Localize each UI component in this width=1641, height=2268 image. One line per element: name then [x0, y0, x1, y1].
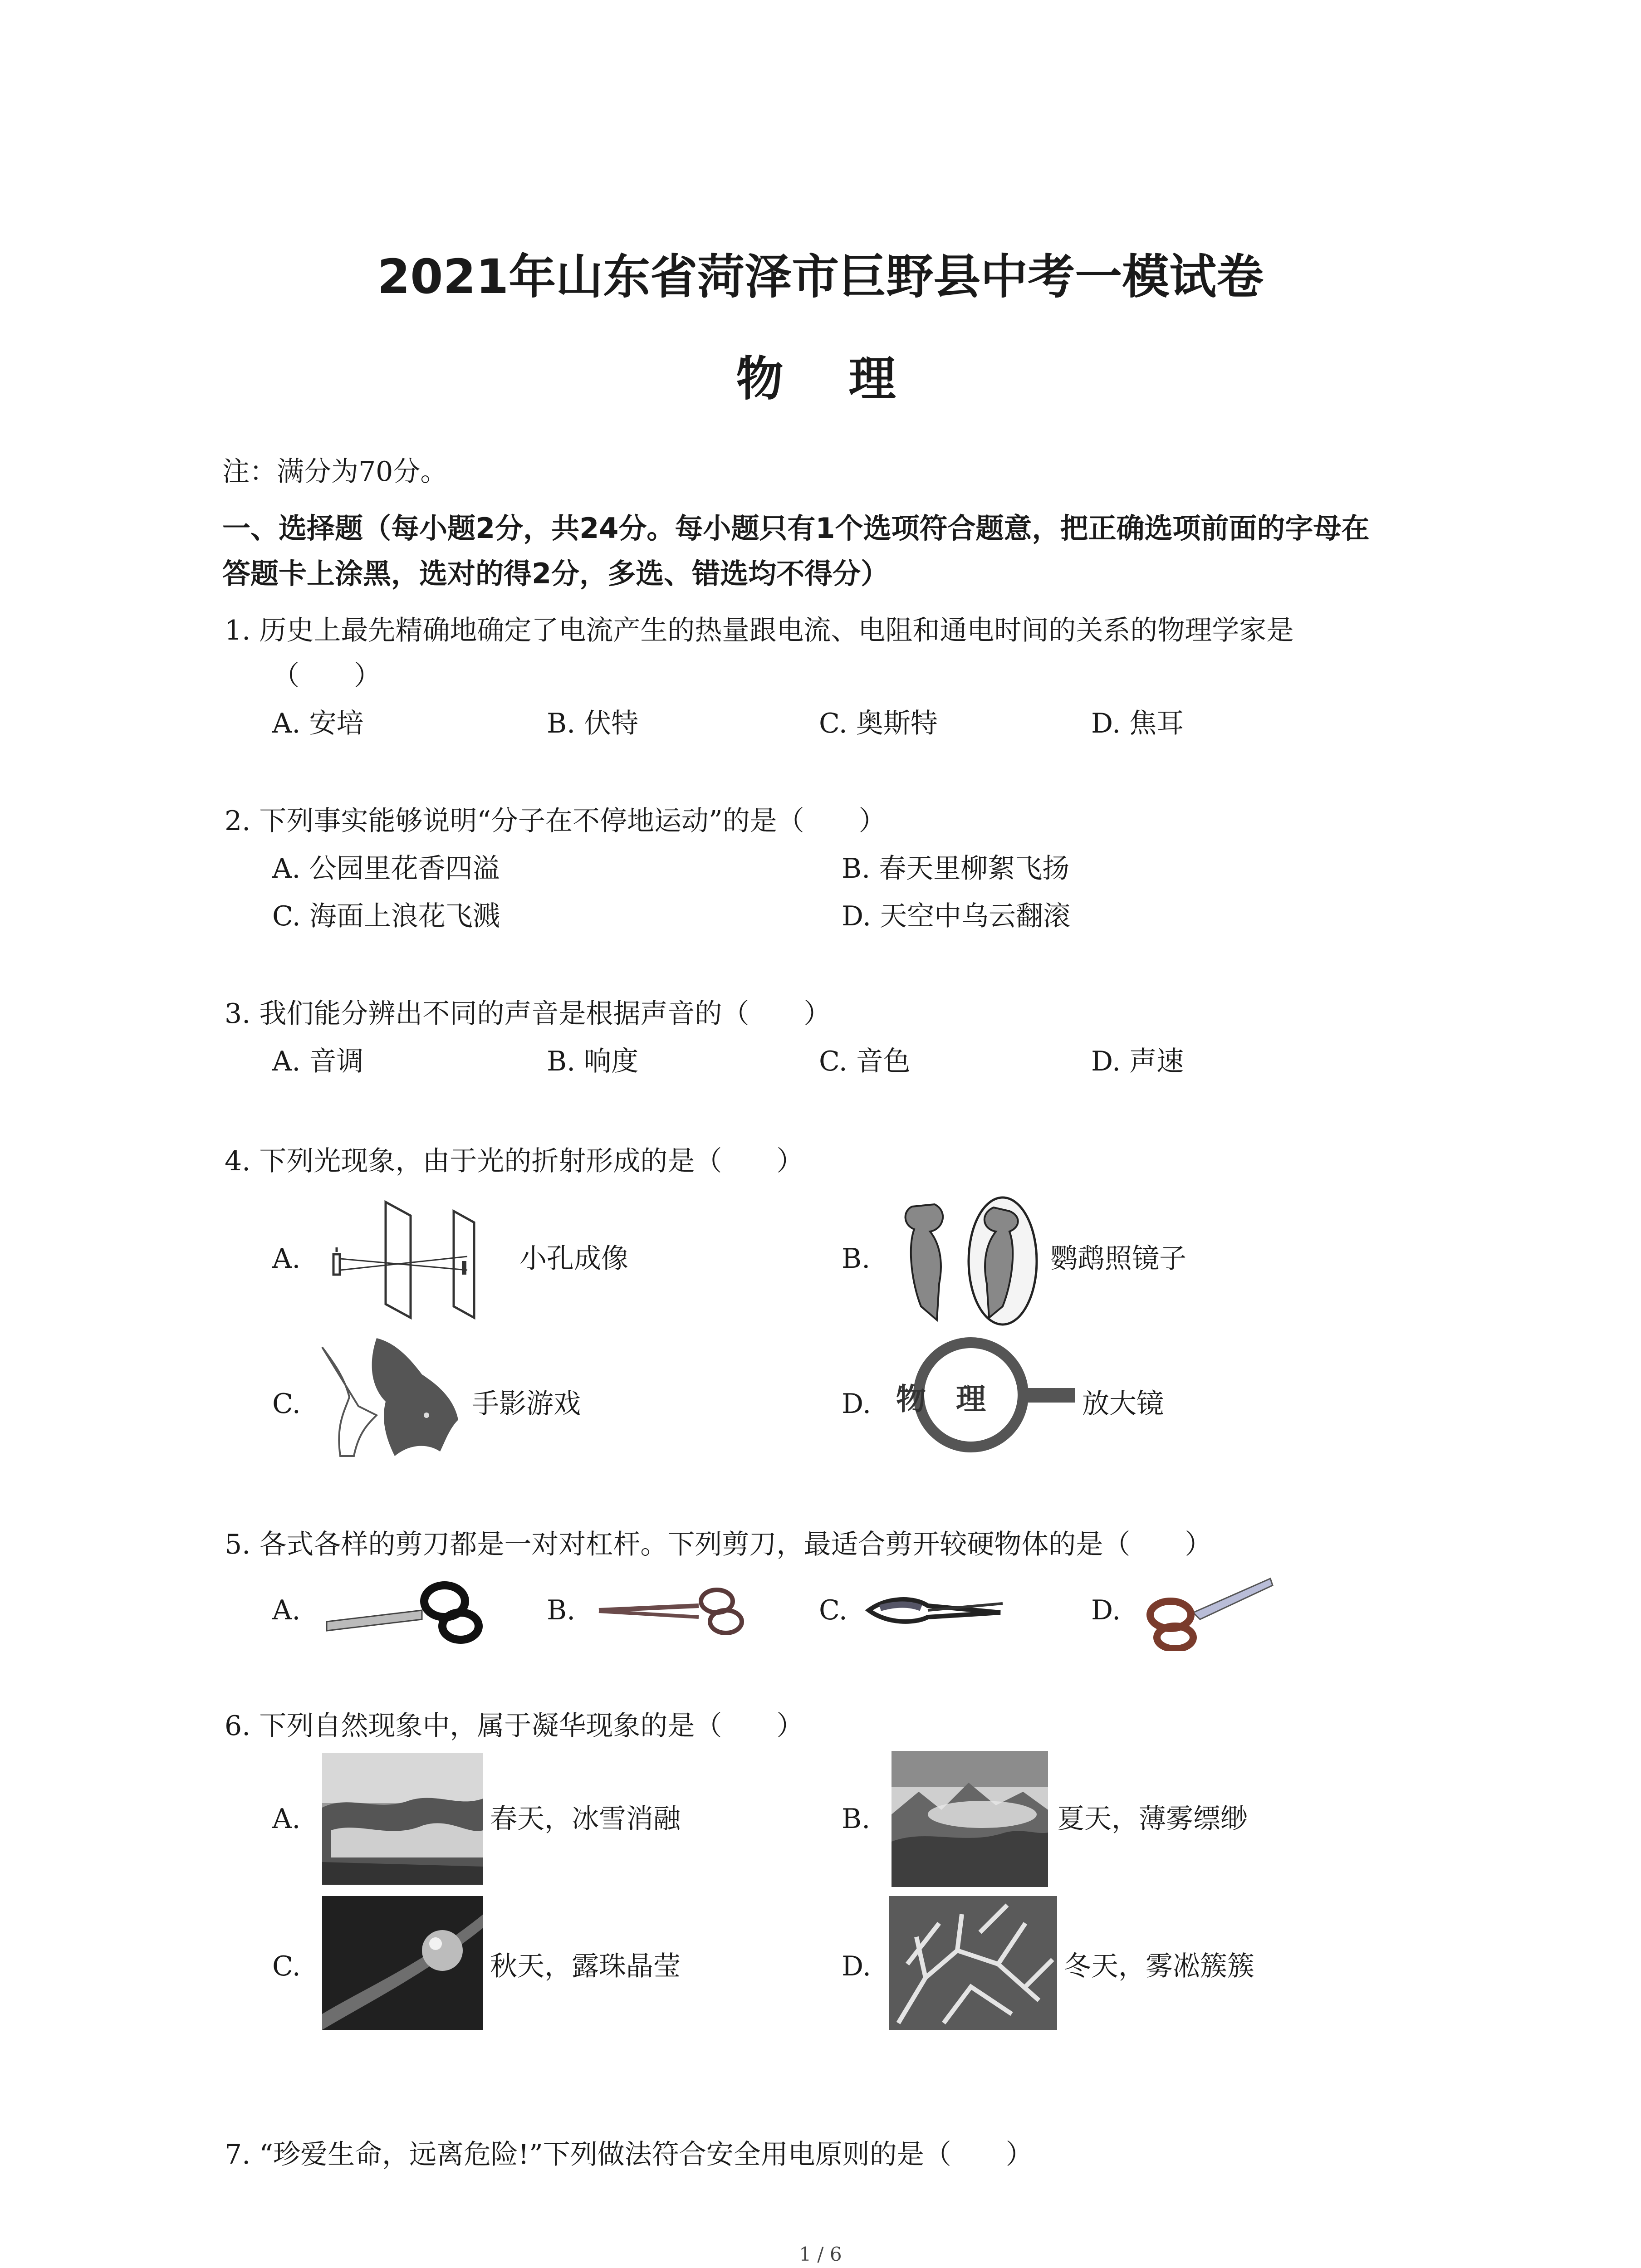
score-note: 注：满分为70分。 [222, 456, 448, 488]
q5-option-a-letter[interactable]: A. [272, 1594, 301, 1626]
q3-option-c[interactable]: C. 音色 [819, 1046, 911, 1077]
q6-caption-b: 夏天，薄雾缥缈 [1057, 1803, 1248, 1835]
q1-option-b[interactable]: B. 伏特 [547, 708, 639, 739]
q1-option-a[interactable]: A. 安培 [272, 708, 364, 739]
subject-title: 物 理 [736, 351, 905, 406]
section-heading-line1: 一、选择题（每小题2分，共24分。每小题只有1个选项符合题意，把正确选项前面的字母在 [222, 512, 1370, 545]
pinhole-camera-figure [318, 1198, 513, 1320]
scissors-c-figure [864, 1579, 1009, 1642]
hand-shadow-figure [318, 1329, 472, 1461]
q6-stem: 6. 下列自然现象中，属于凝华现象的是（ ） [225, 1710, 804, 1742]
q4-stem: 4. 下列光现象，由于光的折射形成的是（ ） [225, 1145, 804, 1177]
rime-ice-photo [889, 1896, 1057, 2030]
melting-ice-photo [322, 1753, 483, 1885]
q1-option-d[interactable]: D. 焦耳 [1091, 708, 1184, 739]
q5-option-c-letter[interactable]: C. [819, 1594, 847, 1626]
q6-caption-d: 冬天，雾凇簇簇 [1064, 1950, 1254, 1982]
q7-stem: 7. “珍爱生命，远离危险!”下列做法符合安全用电原则的是（ ） [225, 2139, 1033, 2170]
q4-caption-b: 鹦鹉照镜子 [1050, 1243, 1186, 1275]
magnifier-text: 物 理 [896, 1382, 986, 1417]
q3-option-a[interactable]: A. 音调 [272, 1046, 364, 1077]
scissors-d-figure [1139, 1574, 1275, 1651]
q2-option-d[interactable]: D. 天空中乌云翻滚 [842, 900, 1071, 932]
q2-option-a[interactable]: A. 公园里花香四溢 [272, 853, 500, 885]
q5-stem: 5. 各式各样的剪刀都是一对对杠杆。下列剪刀，最适合剪开较硬物体的是（ ） [225, 1529, 1212, 1560]
q4-option-a-letter[interactable]: A. [272, 1243, 301, 1275]
scissors-b-figure [594, 1583, 749, 1637]
q1-answer-paren: （ ） [272, 660, 381, 692]
page-number: 1 / 6 [799, 2243, 842, 2265]
q6-caption-a: 春天，冰雪消融 [490, 1803, 681, 1835]
q4-option-b-letter[interactable]: B. [842, 1243, 871, 1275]
q2-option-c[interactable]: C. 海面上浪花飞溅 [272, 900, 500, 932]
dewdrop-photo [322, 1896, 483, 2030]
section-heading-line2: 答题卡上涂黑，选对的得2分，多选、错选均不得分） [222, 557, 889, 590]
q5-option-d-letter[interactable]: D. [1091, 1594, 1121, 1626]
q4-option-d-letter[interactable]: D. [842, 1388, 872, 1420]
q3-stem: 3. 我们能分辨出不同的声音是根据声音的（ ） [225, 998, 831, 1030]
q1-stem: 1. 历史上最先精确地确定了电流产生的热量跟电流、电阻和通电时间的关系的物理学家是 [225, 615, 1294, 646]
q4-caption-d: 放大镜 [1082, 1388, 1164, 1420]
q6-option-c-letter[interactable]: C. [272, 1950, 301, 1982]
q6-option-a-letter[interactable]: A. [272, 1803, 301, 1835]
q6-option-b-letter[interactable]: B. [842, 1803, 871, 1835]
q2-option-b[interactable]: B. 春天里柳絮飞扬 [842, 853, 1070, 885]
q3-option-b[interactable]: B. 响度 [547, 1046, 639, 1077]
q5-option-b-letter[interactable]: B. [547, 1594, 576, 1626]
q4-caption-c: 手影游戏 [472, 1388, 581, 1420]
q2-stem: 2. 下列事实能够说明“分子在不停地运动”的是（ ） [225, 805, 886, 837]
q6-caption-c: 秋天，露珠晶莹 [490, 1950, 681, 1982]
q4-caption-a: 小孔成像 [519, 1243, 628, 1275]
mist-mountain-photo [892, 1751, 1048, 1887]
q1-option-c[interactable]: C. 奥斯特 [819, 708, 938, 739]
q6-option-d-letter[interactable]: D. [842, 1950, 872, 1982]
q4-option-c-letter[interactable]: C. [272, 1388, 301, 1420]
q3-option-d[interactable]: D. 声速 [1091, 1046, 1184, 1077]
scissors-a-figure [322, 1579, 485, 1647]
parrot-mirror-figure [894, 1193, 1043, 1329]
exam-title: 2021年山东省菏泽市巨野县中考一模试卷 [377, 249, 1264, 304]
